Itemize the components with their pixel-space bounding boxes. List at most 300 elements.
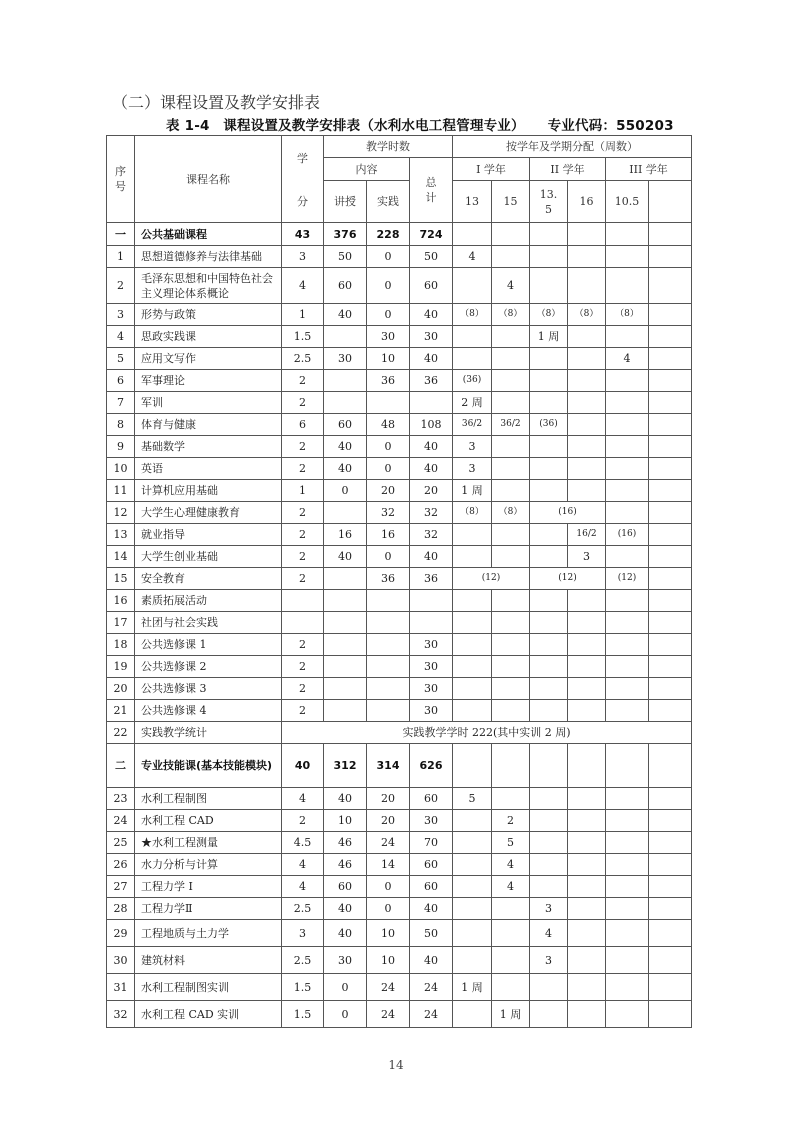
course-credit: 2	[282, 634, 324, 656]
table-row	[107, 788, 692, 810]
major-code: 专业代码：550203	[547, 118, 674, 134]
table-row	[107, 414, 692, 436]
semester-cell	[606, 223, 649, 246]
header-credit-bottom: 分	[282, 181, 324, 223]
semester-cell	[492, 678, 530, 700]
course-name: 水利工程制图实训	[135, 974, 282, 1001]
course-credit: 1.5	[282, 974, 324, 1001]
row-seq: 18	[107, 634, 135, 656]
semester-cell: (12)	[606, 568, 649, 590]
course-name: 公共选修课 3	[135, 678, 282, 700]
course-lecture: 40	[324, 898, 367, 920]
semester-cell	[649, 810, 692, 832]
course-total: 60	[410, 854, 453, 876]
table-row	[107, 304, 692, 326]
course-lecture: 46	[324, 832, 367, 854]
row-seq: 7	[107, 392, 135, 414]
course-credit	[282, 612, 324, 634]
semester-cell	[530, 788, 568, 810]
row-seq: 9	[107, 436, 135, 458]
course-lecture	[324, 568, 367, 590]
semester-cell	[530, 876, 568, 898]
row-seq: 31	[107, 974, 135, 1001]
semester-cell	[606, 810, 649, 832]
semester-cell	[453, 1001, 492, 1028]
course-name: 毛泽东思想和中国特色社会主义理论体系概论	[135, 268, 282, 304]
row-seq: 25	[107, 832, 135, 854]
semester-cell: 3	[453, 458, 492, 480]
header-lecture: 讲授	[324, 181, 367, 223]
semester-cell	[649, 744, 692, 788]
table-row	[107, 947, 692, 974]
course-lecture: 60	[324, 876, 367, 898]
course-lecture: 46	[324, 854, 367, 876]
course-credit: 4	[282, 876, 324, 898]
course-lecture: 50	[324, 246, 367, 268]
semester-cell	[492, 744, 530, 788]
course-practice: 0	[367, 246, 410, 268]
category-seq: 二	[107, 744, 135, 788]
semester-cell: 3	[453, 436, 492, 458]
semester-cell	[606, 392, 649, 414]
course-total: 50	[410, 920, 453, 947]
course-total: 50	[410, 246, 453, 268]
course-practice: 14	[367, 854, 410, 876]
course-total: 60	[410, 268, 453, 304]
semester-cell	[492, 634, 530, 656]
course-practice: 0	[367, 458, 410, 480]
semester-cell	[649, 436, 692, 458]
table-row	[107, 854, 692, 876]
course-total: 40	[410, 947, 453, 974]
course-lecture	[324, 590, 367, 612]
semester-cell	[492, 788, 530, 810]
semester-cell	[530, 744, 568, 788]
semester-cell	[492, 480, 530, 502]
table-row	[107, 678, 692, 700]
course-name: 应用文写作	[135, 348, 282, 370]
table-row	[107, 656, 692, 678]
table-row	[107, 268, 692, 304]
course-lecture: 40	[324, 304, 367, 326]
course-practice	[367, 678, 410, 700]
semester-cell	[649, 480, 692, 502]
semester-cell	[453, 920, 492, 947]
row-seq: 6	[107, 370, 135, 392]
course-practice: 10	[367, 920, 410, 947]
course-total: 40	[410, 546, 453, 568]
course-lecture	[324, 634, 367, 656]
semester-cell	[649, 502, 692, 524]
semester-cell: 1 周	[453, 480, 492, 502]
semester-cell	[453, 612, 492, 634]
table-row	[107, 348, 692, 370]
table-row	[107, 326, 692, 348]
course-total: 40	[410, 458, 453, 480]
semester-cell	[530, 700, 568, 722]
semester-cell	[530, 436, 568, 458]
semester-cell	[568, 480, 606, 502]
header-practice: 实践	[367, 181, 410, 223]
header-weeks-sem-1: 13	[453, 181, 492, 223]
header-weeks-sem-3: 13. 5	[530, 181, 568, 223]
semester-cell: (12)	[453, 568, 530, 590]
course-credit	[282, 590, 324, 612]
course-name: 军事理论	[135, 370, 282, 392]
course-practice: 0	[367, 304, 410, 326]
row-seq: 32	[107, 1001, 135, 1028]
course-name: 水力分析与计算	[135, 854, 282, 876]
header-year-3: III 学年	[606, 158, 692, 181]
course-lecture	[324, 678, 367, 700]
table-row	[107, 700, 692, 722]
course-practice: 20	[367, 810, 410, 832]
course-credit: 2	[282, 700, 324, 722]
course-lecture	[324, 502, 367, 524]
semester-cell	[568, 414, 606, 436]
course-total: 60	[410, 876, 453, 898]
semester-cell	[453, 832, 492, 854]
row-seq: 10	[107, 458, 135, 480]
course-credit: 4.5	[282, 832, 324, 854]
semester-cell	[649, 974, 692, 1001]
header-teaching-hours: 教学时数	[324, 136, 453, 158]
course-lecture: 16	[324, 524, 367, 546]
category-row-public	[107, 223, 692, 246]
course-practice	[367, 634, 410, 656]
semester-cell: 4	[492, 876, 530, 898]
course-name: ★水利工程测量	[135, 832, 282, 854]
semester-cell: 4	[453, 246, 492, 268]
row-seq: 30	[107, 947, 135, 974]
semester-cell	[649, 920, 692, 947]
semester-cell	[649, 458, 692, 480]
course-name: 素质拓展活动	[135, 590, 282, 612]
table-row	[107, 502, 692, 524]
semester-cell	[492, 590, 530, 612]
semester-cell: 2	[492, 810, 530, 832]
semester-cell	[453, 348, 492, 370]
semester-cell	[453, 590, 492, 612]
course-practice: 30	[367, 326, 410, 348]
semester-cell	[606, 788, 649, 810]
header-distribution: 按学年及学期分配（周数）	[453, 136, 692, 158]
header-year-2: II 学年	[530, 158, 606, 181]
category-credit: 43	[282, 223, 324, 246]
table-row	[107, 436, 692, 458]
semester-cell	[453, 810, 492, 832]
table-caption	[166, 114, 674, 134]
course-total	[410, 392, 453, 414]
table-row	[107, 920, 692, 947]
table-row	[107, 634, 692, 656]
semester-cell	[568, 700, 606, 722]
semester-cell	[492, 947, 530, 974]
semester-cell	[530, 974, 568, 1001]
course-name: 英语	[135, 458, 282, 480]
table-row	[107, 458, 692, 480]
semester-cell	[530, 268, 568, 304]
semester-cell	[453, 947, 492, 974]
course-lecture: 60	[324, 414, 367, 436]
header-row-1	[107, 136, 692, 158]
course-credit: 2	[282, 458, 324, 480]
header-weeks-sem-5: 10.5	[606, 181, 649, 223]
course-total: 32	[410, 524, 453, 546]
course-name: 思政实践课	[135, 326, 282, 348]
semester-cell	[606, 854, 649, 876]
semester-cell	[568, 974, 606, 1001]
semester-cell	[649, 326, 692, 348]
row-seq: 24	[107, 810, 135, 832]
section-heading: （二）课程设置及教学安排表	[112, 93, 321, 112]
semester-cell	[649, 392, 692, 414]
course-name: 形势与政策	[135, 304, 282, 326]
semester-cell	[492, 436, 530, 458]
row-seq: 29	[107, 920, 135, 947]
semester-cell	[530, 392, 568, 414]
semester-cell	[568, 920, 606, 947]
semester-cell	[530, 223, 568, 246]
course-lecture: 40	[324, 458, 367, 480]
semester-cell	[606, 590, 649, 612]
semester-cell	[492, 392, 530, 414]
semester-cell: （8）	[568, 304, 606, 326]
course-total: 70	[410, 832, 453, 854]
course-credit: 2	[282, 502, 324, 524]
semester-cell: 1 周	[530, 326, 568, 348]
semester-cell	[453, 634, 492, 656]
course-name: 体育与健康	[135, 414, 282, 436]
row-seq: 13	[107, 524, 135, 546]
semester-cell	[649, 568, 692, 590]
course-practice	[367, 700, 410, 722]
table-row	[107, 392, 692, 414]
course-total: 40	[410, 304, 453, 326]
category-credit: 40	[282, 744, 324, 788]
semester-cell	[568, 612, 606, 634]
course-practice: 0	[367, 546, 410, 568]
row-seq: 3	[107, 304, 135, 326]
course-total: 30	[410, 634, 453, 656]
course-name: 社团与社会实践	[135, 612, 282, 634]
semester-cell	[568, 458, 606, 480]
category-name: 公共基础课程	[135, 223, 282, 246]
semester-cell	[530, 810, 568, 832]
semester-cell: 4	[606, 348, 649, 370]
course-name: 工程力学 I	[135, 876, 282, 898]
category-total: 626	[410, 744, 453, 788]
semester-cell	[606, 974, 649, 1001]
course-credit: 2.5	[282, 947, 324, 974]
semester-cell	[568, 370, 606, 392]
semester-cell	[530, 590, 568, 612]
semester-cell	[649, 524, 692, 546]
semester-cell	[606, 458, 649, 480]
semester-cell	[568, 854, 606, 876]
table-title: 表 1-4 课程设置及教学安排表（水利水电工程管理专业）	[166, 118, 525, 134]
semester-cell	[606, 700, 649, 722]
semester-cell	[530, 246, 568, 268]
semester-cell	[492, 370, 530, 392]
semester-cell: 4	[492, 854, 530, 876]
semester-cell: （8）	[453, 502, 492, 524]
semester-cell	[568, 223, 606, 246]
semester-cell	[649, 947, 692, 974]
semester-cell: (16)	[530, 502, 606, 524]
category-name: 专业技能课(基本技能模块)	[135, 744, 282, 788]
semester-cell	[606, 678, 649, 700]
semester-cell	[453, 268, 492, 304]
course-practice: 24	[367, 832, 410, 854]
semester-cell	[606, 326, 649, 348]
table-row	[107, 1001, 692, 1028]
course-lecture	[324, 612, 367, 634]
table-row	[107, 524, 692, 546]
semester-cell	[606, 436, 649, 458]
row-seq: 21	[107, 700, 135, 722]
course-practice: 0	[367, 898, 410, 920]
semester-cell: 5	[453, 788, 492, 810]
category-row-skill	[107, 744, 692, 788]
semester-cell	[606, 546, 649, 568]
course-lecture: 60	[324, 268, 367, 304]
course-total: 30	[410, 810, 453, 832]
page-number: 14	[388, 1058, 404, 1072]
semester-cell	[568, 590, 606, 612]
course-total: 30	[410, 656, 453, 678]
course-schedule-table	[106, 135, 692, 1028]
semester-cell: 4	[492, 268, 530, 304]
course-total: 30	[410, 326, 453, 348]
course-total: 24	[410, 974, 453, 1001]
course-name: 水利工程制图	[135, 788, 282, 810]
semester-cell: 4	[530, 920, 568, 947]
semester-cell	[606, 898, 649, 920]
row-seq: 14	[107, 546, 135, 568]
course-credit: 2	[282, 678, 324, 700]
row-seq: 22	[107, 722, 135, 744]
course-name: 工程地质与土力学	[135, 920, 282, 947]
semester-cell	[649, 898, 692, 920]
semester-cell	[568, 832, 606, 854]
semester-cell	[492, 656, 530, 678]
row-seq: 1	[107, 246, 135, 268]
table-row	[107, 832, 692, 854]
course-lecture: 0	[324, 480, 367, 502]
course-practice: 36	[367, 370, 410, 392]
category-lecture: 312	[324, 744, 367, 788]
semester-cell	[492, 920, 530, 947]
table-row	[107, 480, 692, 502]
semester-cell	[530, 1001, 568, 1028]
semester-cell	[568, 678, 606, 700]
row-seq: 11	[107, 480, 135, 502]
course-total: 108	[410, 414, 453, 436]
course-total	[410, 590, 453, 612]
practice-summary: 实践教学学时 222(其中实训 2 周)	[282, 722, 692, 744]
semester-cell	[649, 304, 692, 326]
semester-cell	[568, 634, 606, 656]
semester-cell	[606, 876, 649, 898]
semester-cell: （8）	[606, 304, 649, 326]
course-lecture: 0	[324, 974, 367, 1001]
table-row	[107, 546, 692, 568]
semester-cell	[568, 436, 606, 458]
semester-cell	[568, 947, 606, 974]
course-total: 36	[410, 370, 453, 392]
semester-cell	[530, 546, 568, 568]
semester-cell	[530, 612, 568, 634]
semester-cell	[492, 524, 530, 546]
category-total: 724	[410, 223, 453, 246]
table-row	[107, 810, 692, 832]
course-practice: 32	[367, 502, 410, 524]
semester-cell	[568, 392, 606, 414]
table-row	[107, 246, 692, 268]
course-total: 30	[410, 700, 453, 722]
course-practice: 24	[367, 1001, 410, 1028]
semester-cell	[453, 546, 492, 568]
course-name: 大学生心理健康教育	[135, 502, 282, 524]
semester-cell: (36)	[530, 414, 568, 436]
semester-cell	[606, 832, 649, 854]
semester-cell	[606, 1001, 649, 1028]
course-credit: 1.5	[282, 1001, 324, 1028]
semester-cell	[649, 700, 692, 722]
semester-cell	[530, 634, 568, 656]
course-credit: 4	[282, 788, 324, 810]
course-lecture: 40	[324, 788, 367, 810]
course-credit: 2	[282, 436, 324, 458]
semester-cell	[492, 348, 530, 370]
course-practice	[367, 612, 410, 634]
semester-cell	[530, 524, 568, 546]
course-credit: 6	[282, 414, 324, 436]
semester-cell	[530, 656, 568, 678]
row-seq: 12	[107, 502, 135, 524]
semester-cell: 3	[568, 546, 606, 568]
semester-cell	[568, 876, 606, 898]
semester-cell	[649, 590, 692, 612]
semester-cell	[649, 370, 692, 392]
semester-cell: （8）	[453, 304, 492, 326]
course-lecture: 40	[324, 920, 367, 947]
course-credit: 1	[282, 304, 324, 326]
semester-cell: (12)	[530, 568, 606, 590]
semester-cell	[649, 414, 692, 436]
header-year-1: I 学年	[453, 158, 530, 181]
semester-cell	[606, 502, 649, 524]
course-total: 32	[410, 502, 453, 524]
semester-cell: （8）	[492, 502, 530, 524]
semester-cell	[530, 832, 568, 854]
table-row	[107, 974, 692, 1001]
semester-cell: 3	[530, 898, 568, 920]
course-lecture: 40	[324, 436, 367, 458]
semester-cell	[530, 348, 568, 370]
row-seq: 8	[107, 414, 135, 436]
semester-cell: (36)	[453, 370, 492, 392]
course-credit: 3	[282, 246, 324, 268]
semester-cell	[568, 656, 606, 678]
semester-cell	[568, 1001, 606, 1028]
header-weeks-sem-4: 16	[568, 181, 606, 223]
semester-cell	[453, 656, 492, 678]
row-seq: 17	[107, 612, 135, 634]
semester-cell	[649, 546, 692, 568]
course-lecture	[324, 700, 367, 722]
